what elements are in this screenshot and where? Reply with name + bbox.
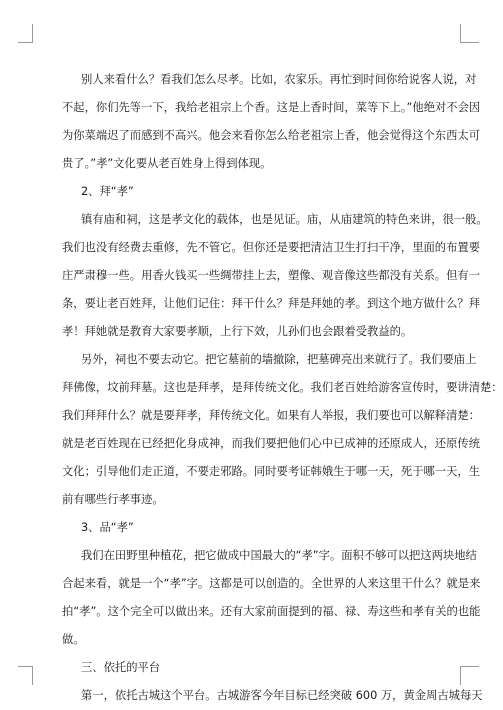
text-line: 合起来看，就是一个“孝”字。这都是可以创造的。全世界的人来这里干什么？就是来: [62, 577, 481, 590]
text-line: 我们也没有经费去重修，先不管它。但你还是要把清洁卫生打扫干净，里面的布置要: [62, 241, 480, 254]
text-line: 我们拜拜什么？就是要拜孝，拜传统文化。如果有人举报，我们要也可以解释清楚：: [62, 409, 480, 422]
text-line: 文化；引导他们走正道，不要走邪路。同时要考证韩娥生于哪一天，死于哪一天，生: [62, 465, 480, 478]
text-line: 庄严肃穆一些。用香火钱买一些绸带挂上去，塑像、观音像这些都没有关系。但有一: [62, 269, 480, 282]
document-body: [62, 66, 503, 710]
text-line: 拜佛像，坟前拜墓。这也是拜孝，是拜传统文化。我们老百姓给游客宣传时，要讲清楚：: [62, 381, 503, 394]
text-line: 前有哪些行孝事迹。: [62, 493, 164, 506]
text-line: 贵了。”孝”文化要从老百姓身上得到体现。: [62, 157, 272, 170]
text-line: 拍“孝”。这个完全可以做出来。还有大家前面提到的福、禄、寿这些和孝有关的也能: [62, 605, 481, 618]
text-line: 我们在田野里种植花，把它做成中国最大的“孝”字。面积不够可以把这两块地结: [81, 549, 477, 562]
text-line: 镇有庙和祠，这是孝文化的载体，也是见证。庙，从庙建筑的特色来讲，很一般。: [81, 213, 488, 226]
crop-mark-bottom-left: [18, 666, 33, 685]
text-line: 做。: [62, 633, 85, 646]
text-line: 为你菜端迟了而感到不高兴。他会来看你怎么给老祖宗上香，他会觉得这个东西太可: [62, 129, 480, 142]
crop-mark-bottom-right: [460, 666, 479, 685]
text-line: 条，要让老百姓拜，让他们记住：拜干什么？拜是拜她的孝。到这个地方做什么？拜: [62, 297, 480, 310]
text-line: 孝！拜她就是教育大家要孝顺，上行下效，儿孙们也会跟着受教益的。: [62, 325, 413, 338]
text-line: 三、依托的平台: [81, 661, 161, 674]
text-line: 就是老百姓现在已经把化身成神，而我们要把他们心中已成神的还原成人，还原传统: [62, 437, 480, 450]
text-line: 2、拜“孝”: [81, 185, 134, 198]
text-line: 另外，祠也不要去动它。把它墓前的墙撤除，把墓碑亮出来就行了。我们要庙上: [81, 353, 477, 366]
text-line: 不起，你们先等一下，我给老祖宗上个香。这是上香时间，菜等下上。”他绝对不会因: [62, 101, 481, 114]
text-line: 第一，依托古城这个平台。古城游客今年目标已经突破 600 万，黄金周古城每天: [81, 689, 483, 702]
text-line: 3、品“孝”: [81, 521, 134, 534]
crop-mark-top-left: [18, 24, 33, 43]
text-line: 别人来看什么？看我们怎么尽孝。比如，农家乐。再忙到时间你给说客人说，对: [81, 73, 477, 86]
crop-mark-top-right: [460, 24, 479, 43]
